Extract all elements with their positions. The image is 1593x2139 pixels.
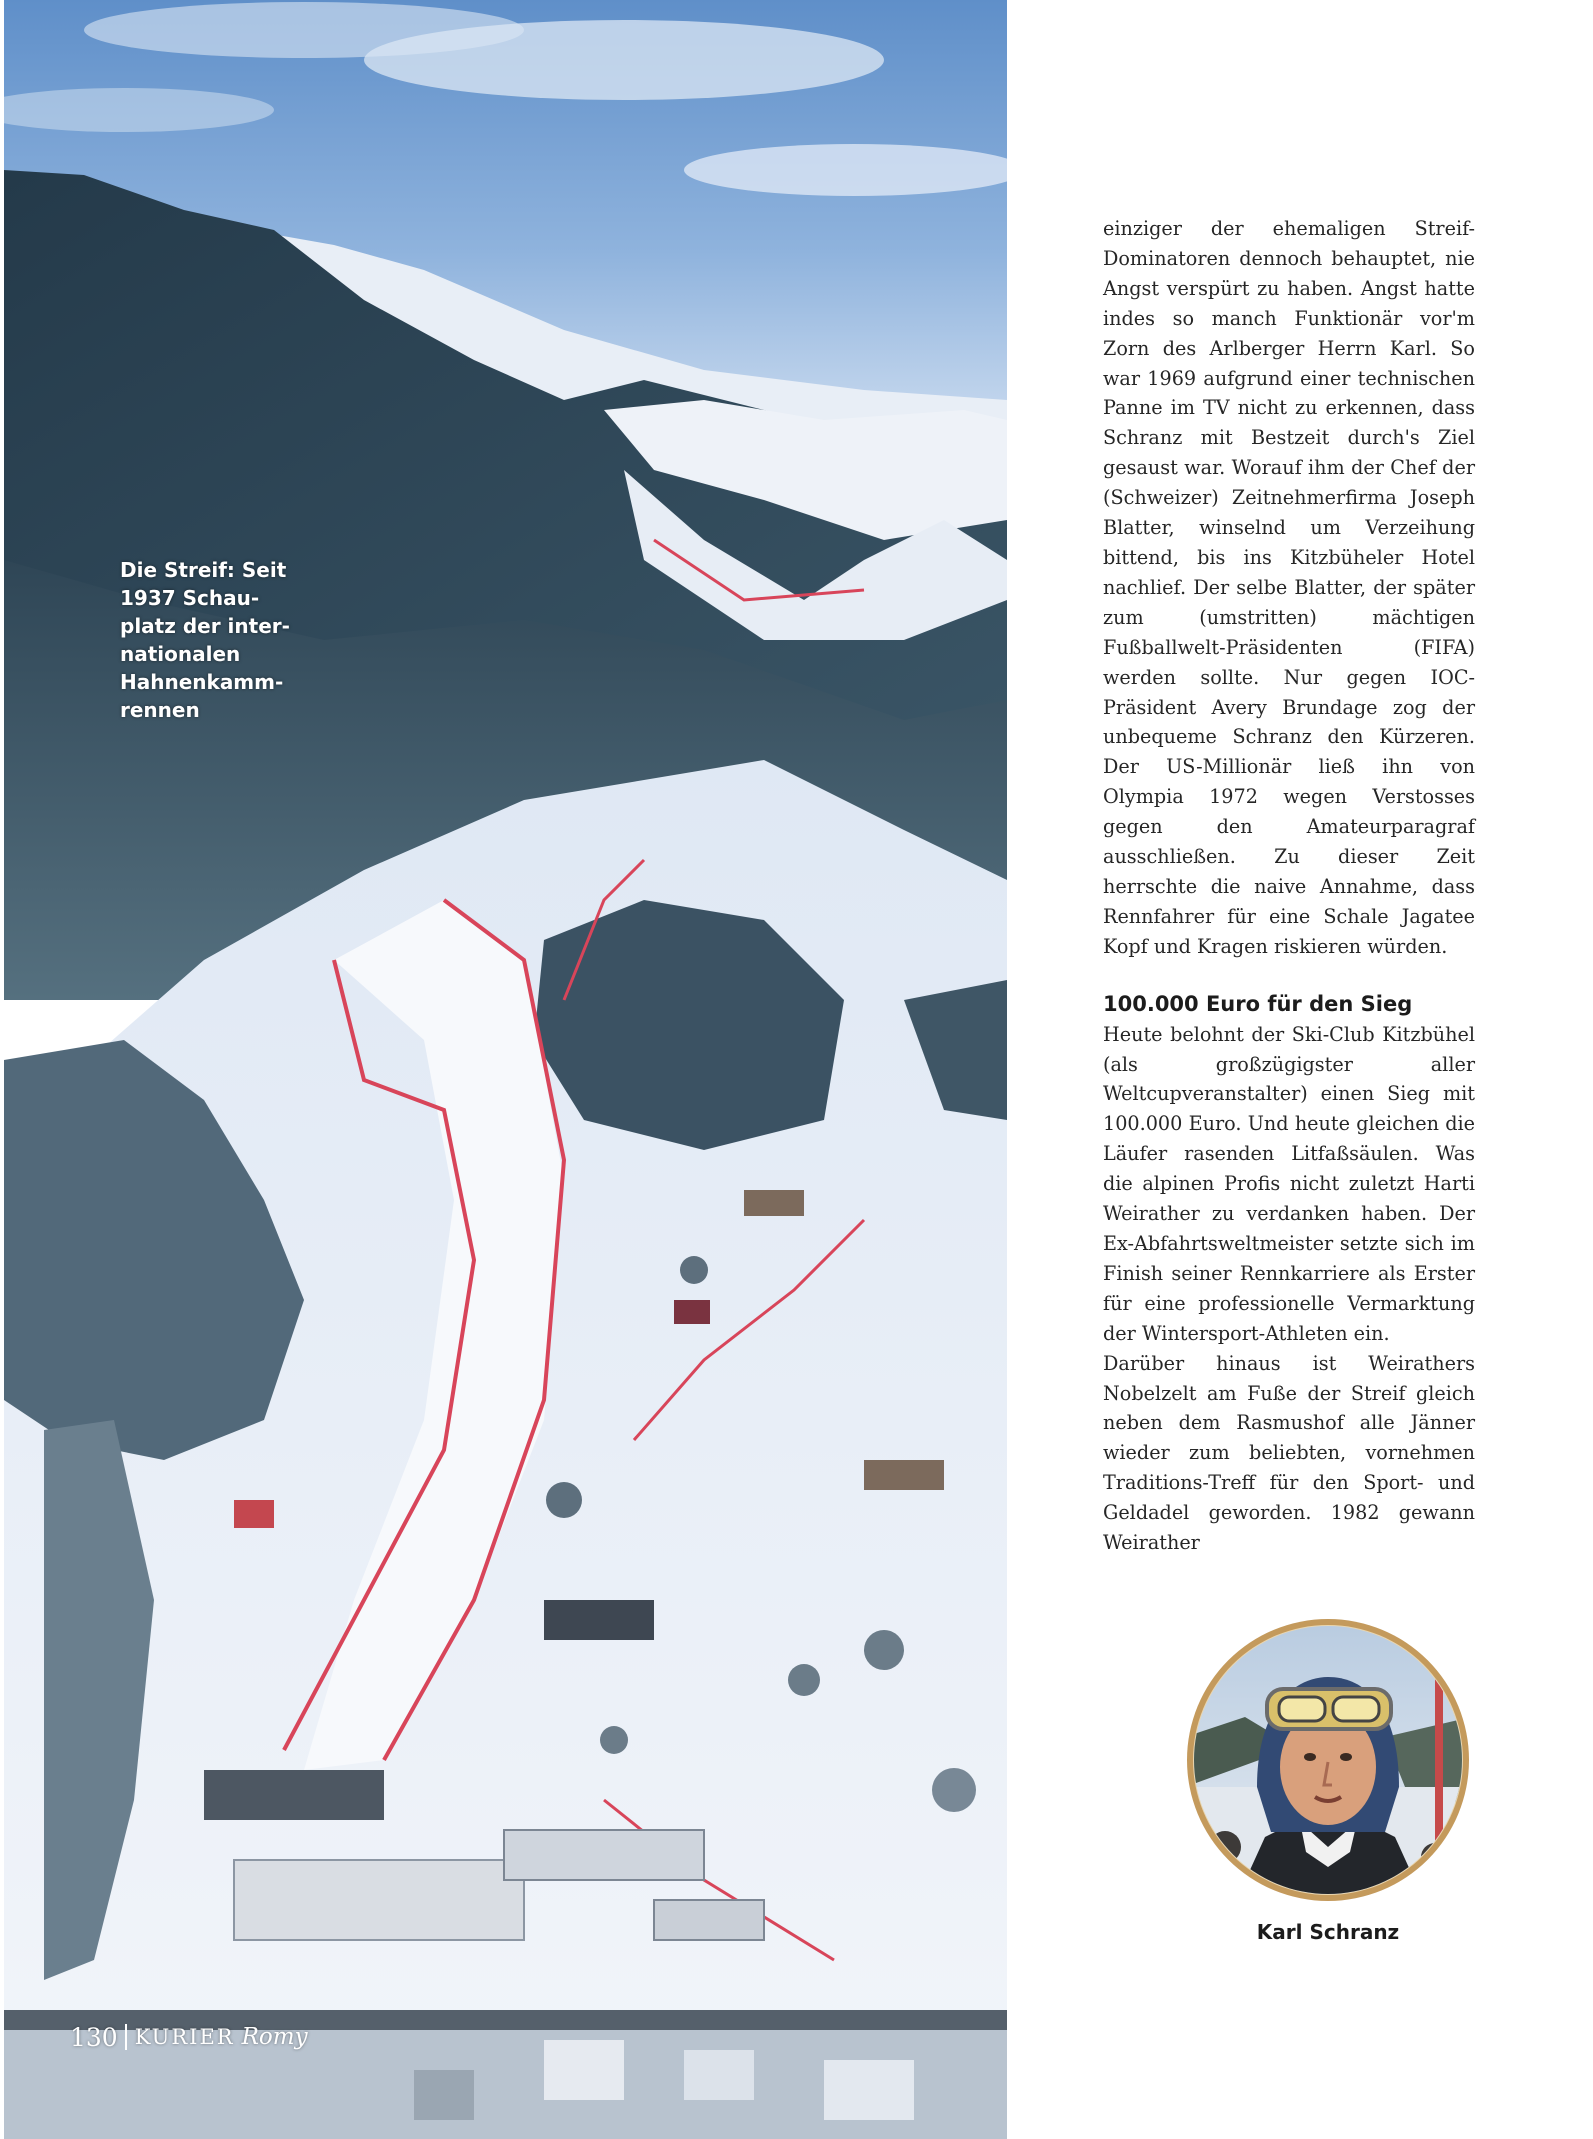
skier-portrait-photo	[1185, 1617, 1471, 1903]
folio-separator	[125, 2024, 127, 2050]
portrait-caption: Karl Schranz	[1256, 1920, 1400, 1944]
article-column	[1103, 214, 1475, 1558]
magazine-suffix: Romy	[241, 2024, 308, 2050]
article-paragraph-1: einziger der ehemaligen Streif-Dominatoren dennoch behauptet, nie Angst verspürt zu haben. Angst hatte indes so manch Funktionär vor'm Zorn des Arlberger Herrn Karl. So war 1969 aufgrund einer technischen Panne im TV nicht zu erkennen, dass Schranz mit Bestzeit durch's Ziel gesaust war. Worauf ihm der Chef der (Schweizer) Zeitnehmerfirma Joseph Blatter, winselnd um Verzeihung bittend, bis ins Kitzbüheler Hotel nachlief. Der selbe Blatter, der später zum (umstritten) mächtigen Fußballwelt-Präsidenten (FIFA) werden sollte. Nur gegen IOC-Präsident Avery Brundage zog der unbequeme Schranz den Kürzeren. Der US-Millionär ließ ihn von Olympia 1972 wegen Verstosses gegen den Amateurparagraf ausschließen. Zu dieser Zeit herrschte die naive Annahme, dass Rennfahrer für eine Schale Jagatee Kopf und Kragen riskieren würden.	[1103, 217, 1475, 958]
article-paragraph-3: Darüber hinaus ist Weirathers Nobelzelt am Fuße der Streif gleich neben dem Rasmushof alle Jänner wieder zum beliebten, vornehmen Traditions-Treff für den Sport- und Geldadel geworden. 1982 gewann Weirather	[1103, 1351, 1475, 1555]
aerial-photo	[4, 0, 1007, 2139]
magazine-name: KURIER	[134, 2025, 235, 2049]
aerial-ski-slope-photo	[4, 0, 1007, 2139]
portrait	[1185, 1617, 1471, 1903]
article-subheading: 100.000 Euro für den Sieg	[1103, 991, 1413, 1016]
article-paragraph-2: Heute belohnt der Ski-Club Kitzbühel (als großzügigster aller Weltcupveranstalter) einen Sieg mit 100.000 Euro. Und heute gleichen die Läufer rasenden Litfaßsäulen. Was die alpinen Profis nicht zuletzt Harti Weirather zu verdanken haben. Der Ex-Abfahrtsweltmeister setzte sich im Finish seiner Rennkarriere als Erster für eine professionelle Vermarktung der Wintersport-Athleten ein.	[1103, 1022, 1475, 1345]
folio	[70, 2020, 308, 2054]
page-number: 130	[70, 2022, 118, 2052]
photo-caption: Die Streif: Seit 1937 Schau- platz der inter- nationalen Hahnenkamm- rennen	[120, 558, 290, 722]
